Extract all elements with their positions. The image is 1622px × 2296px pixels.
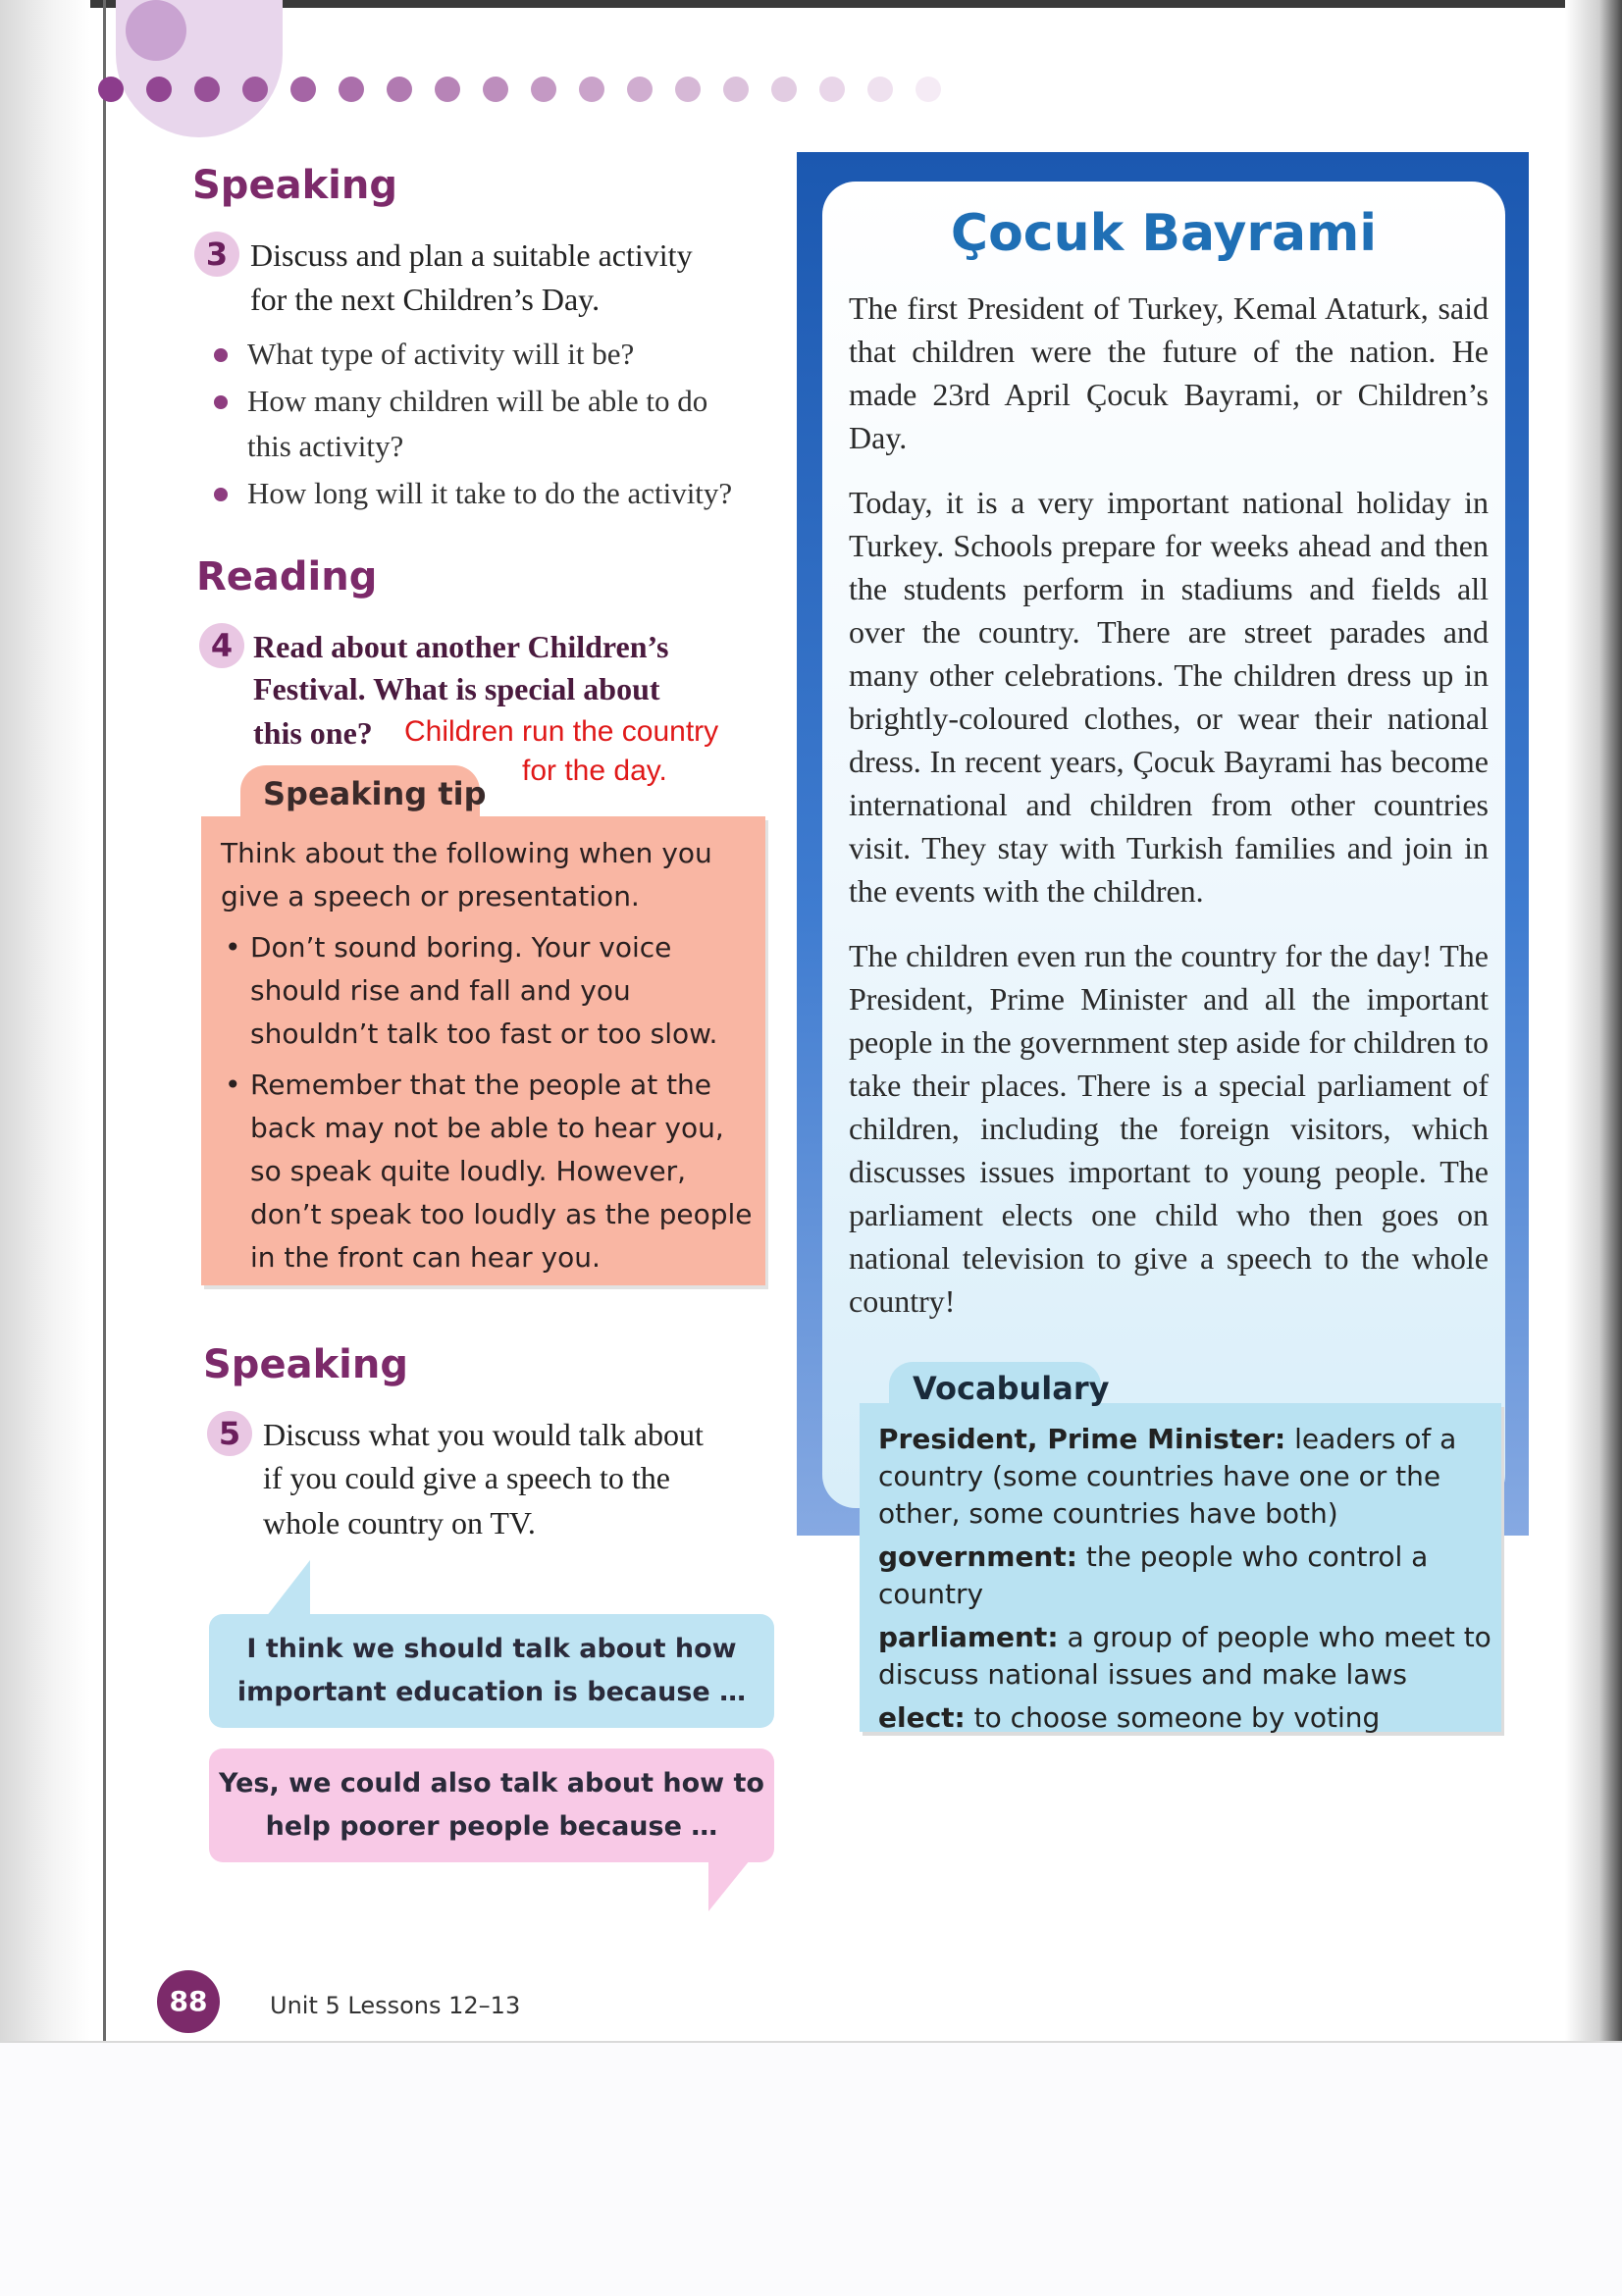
decorative-dot	[771, 77, 797, 102]
section-heading-speaking-5: Speaking	[203, 1342, 408, 1387]
section-heading-speaking-3: Speaking	[192, 163, 397, 208]
decorative-dot	[98, 77, 124, 102]
speech-bubble-tail-blue	[263, 1560, 310, 1621]
vocab-term: elect:	[878, 1701, 966, 1734]
tip-item: • Remember that the people at the back may not be able to hear you, so speak quite loudly. However, don’t speak too loudly as the people in the front can hear you.	[221, 1064, 756, 1279]
article-paragraph-3: The children even run the country for the day! The President, Prime Minister and all the important people in the government step aside for children to take their places. There is a special parliament of children, including the foreign visitors, which discusses issues important to young people. The parliament elects one child who then goes on national television to give a speech to the whole country!	[849, 938, 1489, 1319]
article-body	[849, 287, 1489, 1344]
tip-intro: Think about the following when you give a speech or presentation.	[221, 837, 712, 913]
page-spine-line	[103, 0, 106, 2041]
vocabulary-label: Vocabulary	[913, 1370, 1110, 1407]
page-number: 88	[157, 1970, 220, 2033]
decorative-dot	[819, 77, 845, 102]
section-heading-reading: Reading	[196, 554, 378, 600]
vocab-entry	[878, 1619, 1496, 1694]
vocab-term: government:	[878, 1540, 1077, 1573]
bullet-item: How many children will be able to do this activity?	[206, 379, 785, 469]
article-paragraph-2: Today, it is a very important national holiday in Turkey. Schools prepare for weeks ahead and then the students perform in stadiums and fields all over the country. There are street parades and many other celebrations. The children dress up in brightly-coloured clothes, or wear their national dress. In recent years, Çocuk Bayrami has become international and children from other countries visit. They stay with Turkish families and join in the events with the children.	[849, 485, 1489, 909]
decorative-dot	[242, 77, 268, 102]
decorative-dot	[339, 77, 364, 102]
decorative-dot	[435, 77, 460, 102]
article-paragraph-1: The first President of Turkey, Kemal Ataturk, said that children were the future of the nation. He made 23rd April Çocuk Bayrami, or Children’s Day.	[849, 290, 1489, 455]
exercise-3-question-line1: Discuss and plan a suitable activity	[250, 237, 693, 273]
decorative-dot	[194, 77, 220, 102]
exercise-4-question-line3: this one?	[253, 715, 373, 751]
exercise-number-3: 3	[194, 232, 239, 277]
speaking-tip-text	[221, 832, 756, 1287]
speech-bubble-blue-text: I think we should talk about how important education is because …	[236, 1634, 747, 1707]
vocab-definition: leaders of a country (some countries have one or the other, some countries have both)	[878, 1423, 1457, 1530]
speech-bubble-pink	[209, 1748, 774, 1862]
exercise-5-question-line3: whole country on TV.	[263, 1505, 536, 1540]
decorative-dot	[627, 77, 653, 102]
handwritten-answer-line1: Children run the country	[404, 715, 719, 748]
decorative-dot	[867, 77, 893, 102]
vocab-definition: the people who control a country	[878, 1540, 1429, 1610]
bullet-item: What type of activity will it be?	[206, 332, 785, 377]
speaking-tip-label: Speaking tip	[263, 775, 487, 812]
exercise-5-question-line1: Discuss what you would talk about	[263, 1417, 704, 1452]
article-title: Çocuk Bayrami	[950, 204, 1378, 263]
exercise-5-question-line2: if you could give a speech to the	[263, 1460, 670, 1495]
decorative-dot	[531, 77, 556, 102]
decorative-dot	[146, 77, 172, 102]
decorative-dot-row	[98, 77, 981, 106]
vocab-definition: a group of people who meet to discuss national issues and make laws	[878, 1621, 1491, 1691]
vocab-term: President, Prime Minister:	[878, 1423, 1286, 1455]
exercise-4-question-line2: Festival. What is special about	[253, 671, 660, 706]
scan-right-shadow	[1565, 0, 1622, 2041]
decorative-dot	[916, 77, 941, 102]
exercise-3-question-line2: for the next Children’s Day.	[250, 282, 601, 317]
speech-bubble-tail-pink	[708, 1860, 750, 1911]
decorative-dot	[387, 77, 412, 102]
exercise-number-5: 5	[207, 1411, 252, 1456]
decorative-circle-small	[126, 0, 186, 61]
decorative-dot	[579, 77, 604, 102]
vocab-term: parliament:	[878, 1621, 1059, 1653]
decorative-dot	[483, 77, 508, 102]
footer-unit-label: Unit 5 Lessons 12–13	[270, 1992, 521, 2019]
handwritten-answer-line2: for the day.	[522, 755, 667, 787]
exercise-4-question-line1: Read about another Children’s	[253, 629, 669, 664]
exercise-3-bullets	[206, 332, 785, 518]
decorative-dot	[290, 77, 316, 102]
vocabulary-list	[878, 1421, 1496, 1743]
bullet-item: How long will it take to do the activity?	[206, 471, 785, 516]
decorative-dot	[723, 77, 749, 102]
speech-bubble-blue	[209, 1614, 774, 1728]
vocab-definition: to choose someone by voting	[973, 1701, 1381, 1734]
tip-list	[221, 926, 756, 1279]
tip-item: • Don’t sound boring. Your voice should rise and fall and you shouldn’t talk too fast or too slow.	[221, 926, 756, 1056]
vocab-entry	[878, 1421, 1496, 1533]
scan-bottom-margin	[0, 2041, 1622, 2296]
exercise-number-4: 4	[199, 623, 244, 668]
scan-left-shadow	[0, 0, 90, 2041]
vocab-entry	[878, 1699, 1496, 1737]
decorative-dot	[675, 77, 701, 102]
speech-bubble-pink-text: Yes, we could also talk about how to help poorer people because …	[219, 1768, 764, 1842]
vocab-entry	[878, 1539, 1496, 1613]
